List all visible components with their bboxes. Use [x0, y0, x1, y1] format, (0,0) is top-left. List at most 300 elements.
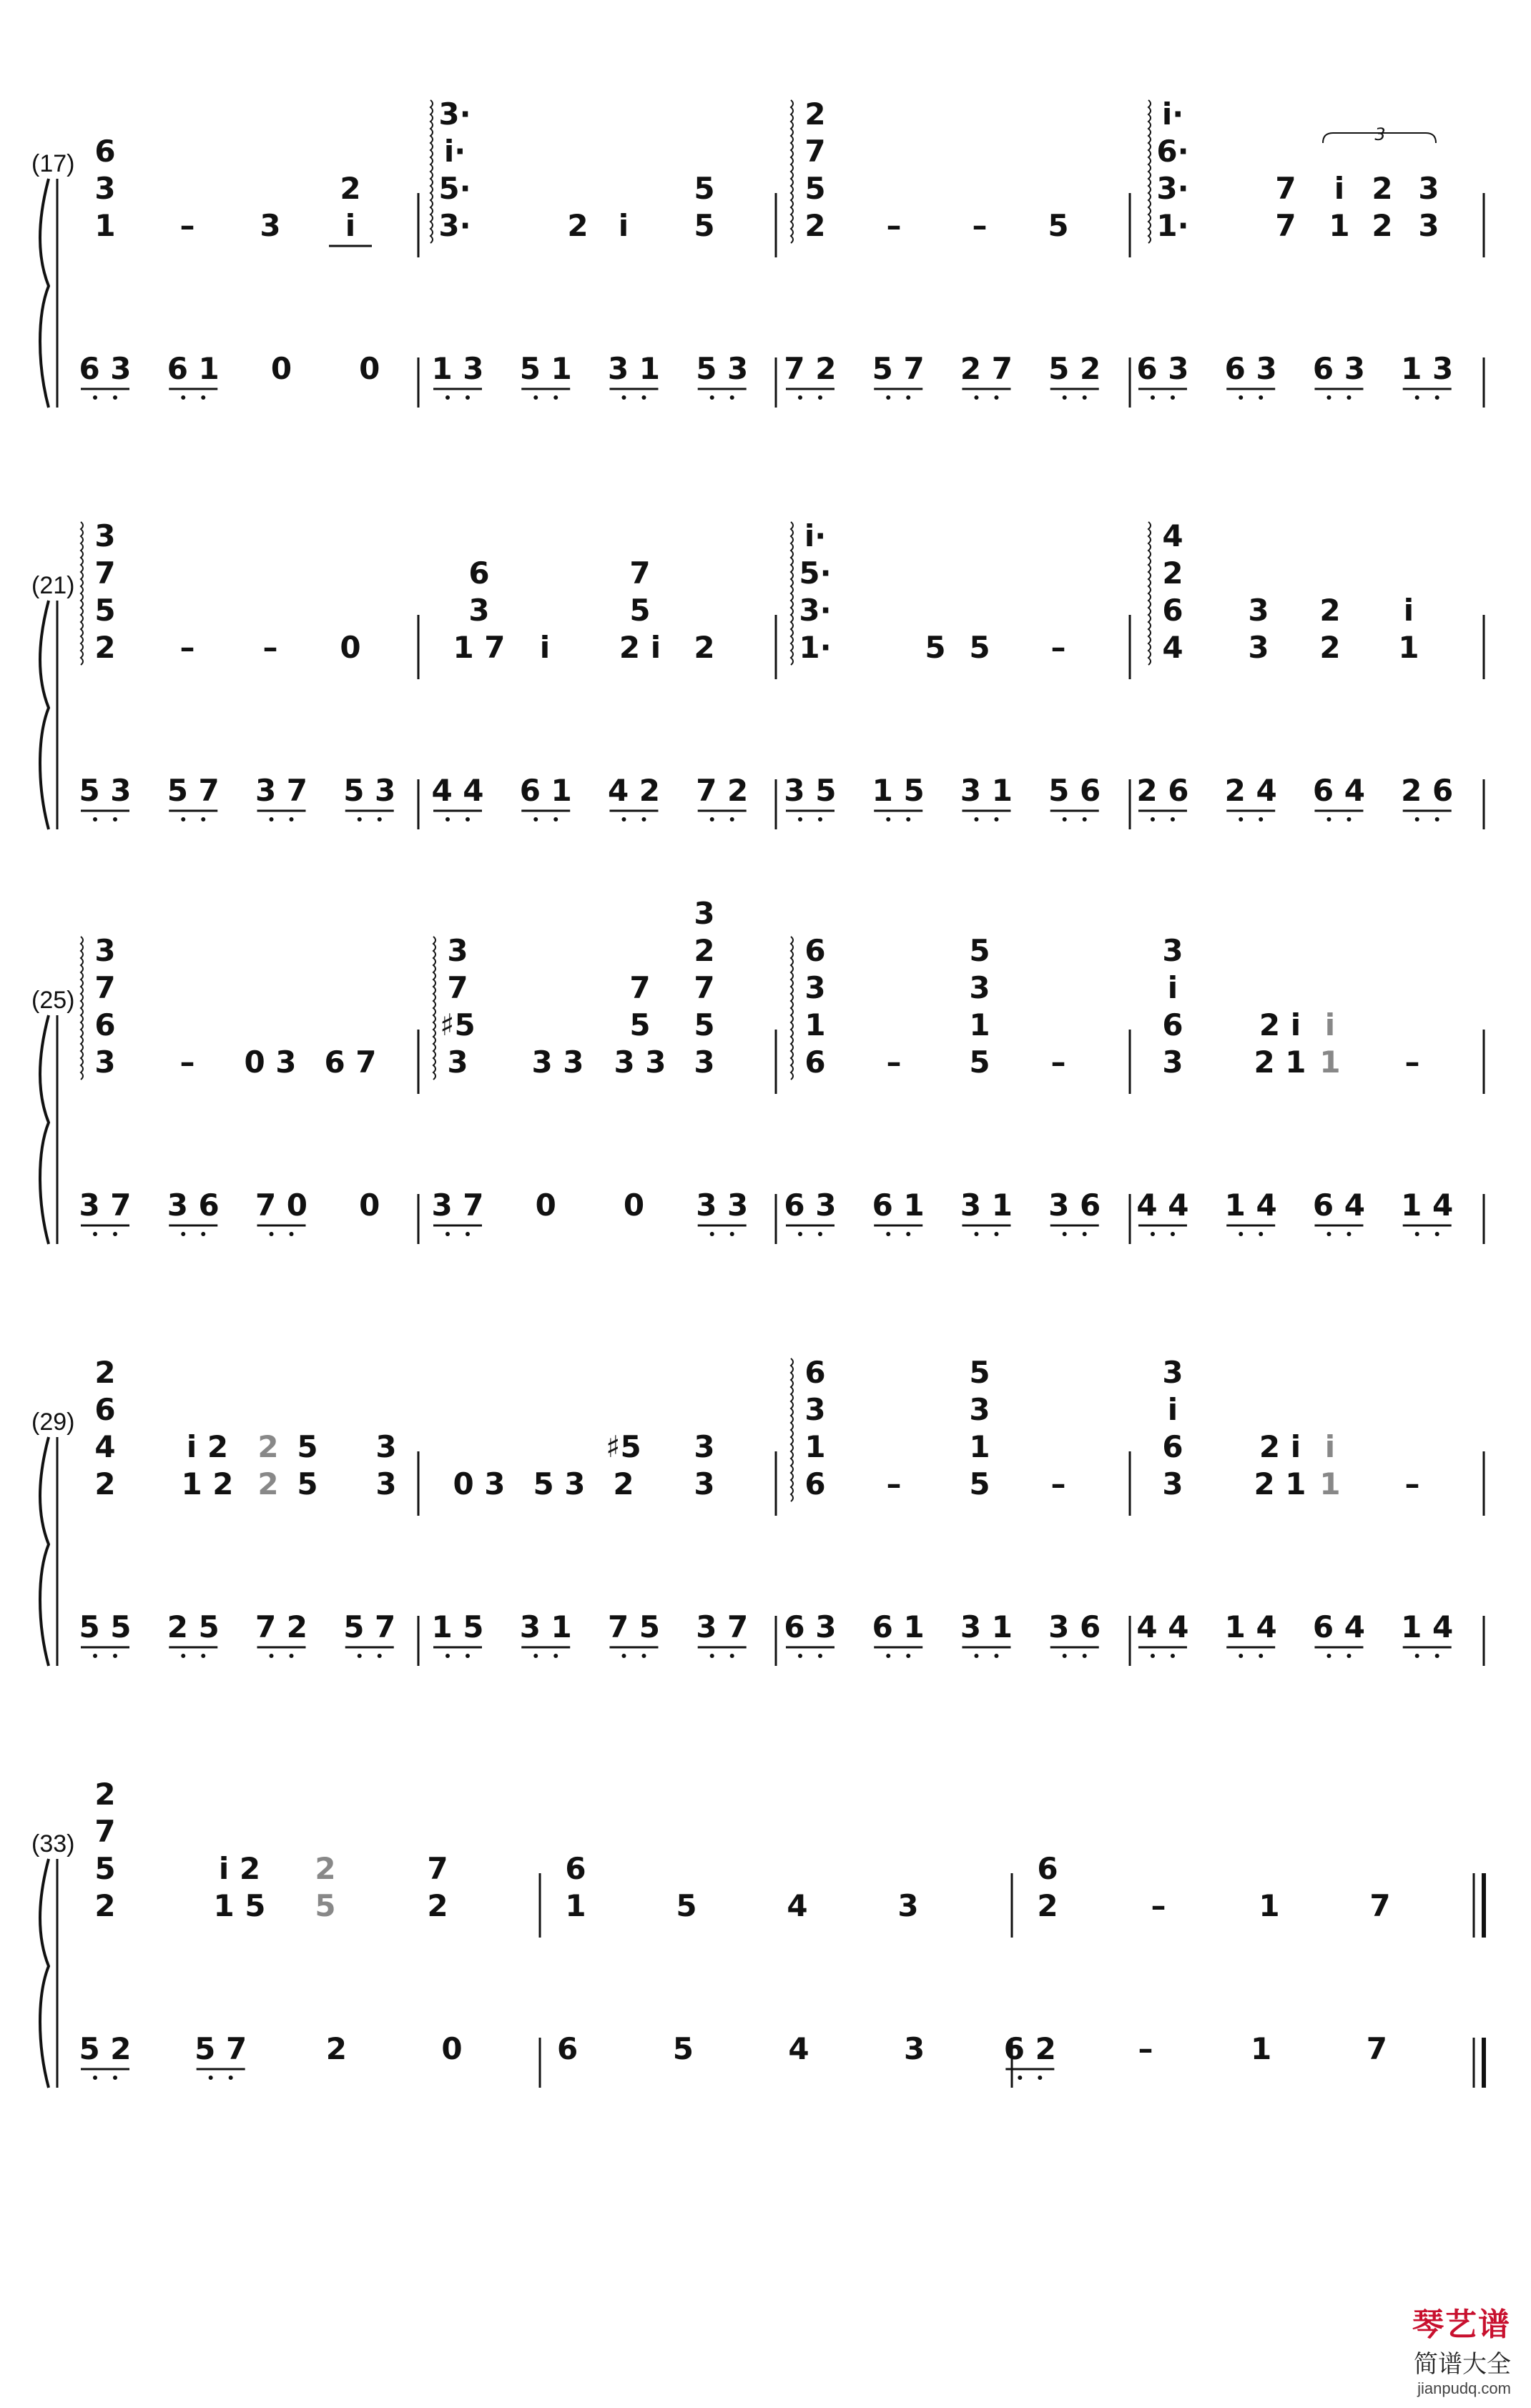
lower-note: 3 1 [519, 1609, 572, 1644]
upper-note: 2 [1037, 1888, 1058, 1923]
upper-note: – [1404, 1045, 1420, 1080]
system-brace [40, 601, 49, 829]
octave-dot [818, 1654, 822, 1658]
upper-note: 6 [1037, 1851, 1058, 1886]
upper-note: 0 [340, 630, 361, 665]
upper-note: 3 [447, 933, 468, 968]
octave-dot [818, 1232, 822, 1236]
octave-dot [1347, 817, 1351, 821]
upper-note: 3 [447, 1045, 468, 1080]
lower-note: 6 4 [1312, 1609, 1365, 1644]
lower-note: 3 1 [960, 1609, 1013, 1644]
octave-dot [730, 395, 734, 400]
octave-dot [1151, 1654, 1155, 1658]
lower-note: 5 7 [343, 1609, 396, 1644]
lower-note: 6 1 [167, 351, 220, 386]
upper-note: 7 [94, 970, 116, 1005]
upper-note: 2 [694, 933, 715, 968]
upper-note: 7 [1275, 208, 1296, 243]
octave-dot [113, 2076, 117, 2080]
lower-note: 5 3 [343, 773, 396, 808]
lower-note: 6 3 [1136, 351, 1189, 386]
upper-note: 3· [1156, 171, 1189, 206]
upper-note: 1 [565, 1888, 586, 1923]
lower-note: 5 5 [79, 1609, 132, 1644]
upper-note: – [179, 1045, 195, 1080]
watermark-title: 琴艺谱 [1412, 2306, 1511, 2343]
lower-note: 1 5 [872, 773, 925, 808]
arpeggio-mark [791, 522, 793, 665]
lower-note: 2 6 [1136, 773, 1189, 808]
octave-dot [1083, 1654, 1087, 1658]
lower-note: 0 [623, 1188, 645, 1223]
octave-dot [378, 817, 382, 821]
arpeggio-mark [430, 100, 433, 243]
lower-note: 7 2 [255, 1609, 308, 1644]
octave-dot [621, 817, 626, 821]
octave-dot [974, 1654, 978, 1658]
upper-note: 2 [567, 208, 589, 243]
upper-note: 3 [94, 518, 116, 553]
octave-dot [201, 817, 205, 821]
upper-note: 7 [427, 1851, 448, 1886]
lower-note: 0 [270, 351, 292, 386]
upper-note: – [179, 630, 195, 665]
upper-note: 3 3 [531, 1045, 584, 1080]
lower-note: 1 4 [1401, 1188, 1454, 1223]
octave-dot [1326, 1232, 1331, 1236]
octave-dot [1083, 817, 1087, 821]
lower-note: 3 7 [696, 1609, 749, 1644]
octave-dot [994, 395, 998, 400]
upper-note: 3 [94, 171, 116, 206]
upper-note: 5 [94, 1851, 116, 1886]
upper-note: i [1403, 593, 1414, 628]
lower-note: 6 4 [1312, 1188, 1365, 1223]
octave-dot [710, 1654, 714, 1658]
upper-note: 6 [565, 1851, 586, 1886]
octave-dot [1435, 817, 1439, 821]
octave-dot [994, 817, 998, 821]
octave-dot [1326, 395, 1331, 400]
octave-dot [533, 817, 538, 821]
octave-dot [798, 1232, 802, 1236]
arpeggio-mark [791, 937, 793, 1080]
upper-note: 4 [787, 1888, 808, 1923]
octave-dot [1151, 1232, 1155, 1236]
upper-note: 6 [804, 1045, 826, 1080]
lower-note: 6 2 [1003, 2031, 1056, 2066]
lower-note: 6 3 [784, 1188, 837, 1223]
octave-dot [1326, 1654, 1331, 1658]
measure-number: (21) [31, 572, 75, 599]
arpeggio-mark [791, 100, 793, 243]
upper-note: 6 [468, 556, 490, 591]
upper-note: 3 [694, 1466, 715, 1501]
lower-note: 3 7 [79, 1188, 132, 1223]
lower-note: 5 7 [872, 351, 925, 386]
lower-note: 0 [441, 2031, 463, 2066]
lower-note: 1 3 [1401, 351, 1454, 386]
upper-note: 1 [969, 1429, 990, 1464]
lower-note: 3 7 [431, 1188, 484, 1223]
octave-dot [358, 817, 362, 821]
upper-note: 3 [375, 1466, 397, 1501]
octave-dot [466, 395, 470, 400]
upper-note: 5 [676, 1888, 697, 1923]
lower-note: 3 6 [1048, 1188, 1101, 1223]
octave-dot [209, 2076, 213, 2080]
lower-note: 1 4 [1401, 1609, 1454, 1644]
watermark-url: jianpudq.com [1417, 2379, 1511, 2397]
octave-dot [730, 1654, 734, 1658]
octave-dot [641, 395, 646, 400]
lower-note: 2 7 [960, 351, 1013, 386]
octave-dot [1415, 817, 1419, 821]
upper-note: ♯5 [606, 1429, 641, 1464]
lower-note: 3 6 [1048, 1609, 1101, 1644]
lower-note: 7 0 [255, 1188, 308, 1223]
octave-dot [553, 817, 558, 821]
upper-note: 6 [804, 1466, 826, 1501]
lower-note: 3 7 [255, 773, 308, 808]
octave-dot [1151, 817, 1155, 821]
octave-dot [93, 2076, 97, 2080]
upper-note: 5 [694, 208, 715, 243]
octave-dot [1083, 395, 1087, 400]
upper-note: – [886, 208, 902, 243]
lower-note: 5 3 [696, 351, 749, 386]
upper-note: i [1324, 1429, 1336, 1464]
lower-note: 1 3 [431, 351, 484, 386]
upper-note: i· [1161, 97, 1184, 132]
lower-note: 6 4 [1312, 773, 1365, 808]
octave-dot [974, 395, 978, 400]
lower-note: 5 [672, 2031, 694, 2066]
lower-note: 5 6 [1048, 773, 1101, 808]
upper-note: 3 [897, 1888, 919, 1923]
lower-note: 4 2 [607, 773, 661, 808]
octave-dot [1415, 395, 1419, 400]
lower-note: 6 3 [1224, 351, 1277, 386]
upper-note: 7 [694, 970, 715, 1005]
lower-note: 3 3 [696, 1188, 749, 1223]
lower-note: 5 7 [195, 2031, 247, 2066]
octave-dot [553, 395, 558, 400]
upper-note: 7 [447, 970, 468, 1005]
octave-dot [533, 395, 538, 400]
octave-dot [906, 1654, 910, 1658]
octave-dot [1171, 1654, 1175, 1658]
octave-dot [113, 395, 117, 400]
upper-note: 3 [804, 1392, 826, 1427]
octave-dot [798, 1654, 802, 1658]
lower-note: 0 [535, 1188, 556, 1223]
octave-dot [93, 1654, 97, 1658]
upper-note: 2 [1319, 593, 1341, 628]
upper-note: – [1404, 1466, 1420, 1501]
octave-dot [201, 1654, 205, 1658]
upper-note: 2 [94, 630, 116, 665]
upper-note: 1 [804, 1007, 826, 1042]
octave-dot [289, 1654, 293, 1658]
upper-note: 1 [1319, 1466, 1341, 1501]
upper-note: 3 [1162, 933, 1183, 968]
upper-note: 0 3 [453, 1466, 506, 1501]
upper-note: 1 [1319, 1045, 1341, 1080]
octave-dot [201, 395, 205, 400]
octave-dot [1171, 1232, 1175, 1236]
octave-dot [553, 1654, 558, 1658]
upper-note: 6 [804, 1355, 826, 1390]
octave-dot [466, 817, 470, 821]
lower-note: 6 1 [519, 773, 572, 808]
octave-dot [1259, 817, 1263, 821]
upper-note: 3 [1248, 593, 1269, 628]
upper-note: 2 [94, 1777, 116, 1812]
lower-note: 6 1 [872, 1188, 925, 1223]
octave-dot [1347, 1654, 1351, 1658]
upper-note: 3 [1418, 171, 1439, 206]
upper-note: i· [804, 518, 827, 553]
octave-dot [1435, 1654, 1439, 1658]
upper-note: i [1167, 970, 1178, 1005]
octave-dot [1347, 1232, 1351, 1236]
upper-note: 2 [804, 208, 826, 243]
upper-note: 2 1 [1254, 1045, 1306, 1080]
upper-note: 2 i [1259, 1429, 1301, 1464]
octave-dot [466, 1654, 470, 1658]
upper-note: 3 [1248, 630, 1269, 665]
upper-note: 3 [94, 1045, 116, 1080]
octave-dot [906, 395, 910, 400]
upper-note: 2 [257, 1429, 279, 1464]
octave-dot [710, 1232, 714, 1236]
upper-note: 6 [804, 933, 826, 968]
octave-dot [974, 817, 978, 821]
upper-note: 5 [925, 630, 946, 665]
octave-dot [533, 1654, 538, 1658]
upper-note: 6 [94, 1392, 116, 1427]
upper-note: 3 [94, 933, 116, 968]
upper-note: 3 [694, 896, 715, 931]
lower-note: 3 5 [784, 773, 837, 808]
upper-note: 3 [1418, 208, 1439, 243]
lower-note: 6 3 [1312, 351, 1365, 386]
octave-dot [1415, 1654, 1419, 1658]
arpeggio-mark [1148, 522, 1151, 665]
upper-note: – [179, 208, 195, 243]
upper-note: 5 [315, 1888, 336, 1923]
octave-dot [906, 1232, 910, 1236]
upper-note: 5 [804, 171, 826, 206]
lower-note: 5 2 [1048, 351, 1101, 386]
lower-note: 5 2 [79, 2031, 132, 2066]
measure-number: (25) [31, 987, 75, 1014]
lower-note: 5 7 [167, 773, 220, 808]
octave-dot [269, 817, 273, 821]
upper-note: 3 [694, 1429, 715, 1464]
arpeggio-mark [791, 1358, 793, 1501]
lower-note: 7 2 [696, 773, 749, 808]
upper-note: 6 [94, 134, 116, 169]
upper-note: 1 [1398, 630, 1419, 665]
octave-dot [1239, 395, 1243, 400]
octave-dot [445, 395, 450, 400]
upper-note: 2 [1372, 208, 1393, 243]
system-brace [40, 1015, 49, 1244]
upper-note: 2 [613, 1466, 634, 1501]
lower-note: 1 5 [431, 1609, 484, 1644]
upper-note: 7 [629, 970, 651, 1005]
lower-note: 6 [557, 2031, 579, 2066]
measure-number: (29) [31, 1408, 75, 1436]
upper-note: 6· [1156, 134, 1189, 169]
octave-dot [994, 1654, 998, 1658]
upper-note: 2 [340, 171, 361, 206]
lower-note: 4 4 [431, 773, 484, 808]
upper-note: 2 [694, 630, 715, 665]
octave-dot [1326, 817, 1331, 821]
octave-dot [710, 817, 714, 821]
upper-note: 6 7 [324, 1045, 377, 1080]
upper-note: 2 [315, 1851, 336, 1886]
upper-note: 3 [1162, 1045, 1183, 1080]
octave-dot [818, 395, 822, 400]
triplet-label: 3 [1374, 124, 1386, 144]
octave-dot [1239, 817, 1243, 821]
lower-note: 6 1 [872, 1609, 925, 1644]
upper-note: 2 1 [1254, 1466, 1306, 1501]
upper-note: – [972, 208, 988, 243]
octave-dot [113, 817, 117, 821]
upper-note: – [886, 1045, 902, 1080]
upper-note: 5 [94, 593, 116, 628]
measure-number: (17) [31, 150, 75, 177]
upper-note: 3 3 [614, 1045, 666, 1080]
octave-dot [798, 395, 802, 400]
octave-dot [181, 1654, 185, 1658]
octave-dot [1151, 395, 1155, 400]
octave-dot [181, 817, 185, 821]
octave-dot [93, 395, 97, 400]
upper-note: 5 [969, 1355, 990, 1390]
upper-note: 7 [94, 1814, 116, 1849]
upper-note: 7 [1369, 1888, 1391, 1923]
octave-dot [358, 1654, 362, 1658]
lower-note: 7 2 [784, 351, 837, 386]
upper-note: 2 [1372, 171, 1393, 206]
upper-note: 3 [1162, 1355, 1183, 1390]
octave-dot [886, 395, 890, 400]
system-brace [40, 179, 49, 408]
octave-dot [113, 1232, 117, 1236]
upper-note: 5 3 [533, 1466, 586, 1501]
upper-note: 2 i [1259, 1007, 1301, 1042]
arpeggio-mark [433, 937, 435, 1080]
octave-dot [269, 1232, 273, 1236]
upper-note: 5 [969, 630, 990, 665]
upper-note: ♯5 [440, 1007, 476, 1042]
upper-note: – [1151, 1888, 1166, 1923]
octave-dot [1435, 1232, 1439, 1236]
arpeggio-mark [81, 522, 83, 665]
upper-note: 7 [94, 556, 116, 591]
measure-number: (33) [31, 1830, 75, 1857]
octave-dot [641, 1654, 646, 1658]
octave-dot [445, 1232, 450, 1236]
upper-note: 1 [94, 208, 116, 243]
octave-dot [1063, 1654, 1067, 1658]
octave-dot [974, 1232, 978, 1236]
octave-dot [1171, 395, 1175, 400]
lower-note: 2 6 [1401, 773, 1454, 808]
lower-note: 1 4 [1224, 1609, 1277, 1644]
upper-note: – [1050, 630, 1066, 665]
upper-note: 1 [969, 1007, 990, 1042]
upper-note: 7 [629, 556, 651, 591]
octave-dot [181, 395, 185, 400]
octave-dot [1239, 1232, 1243, 1236]
arpeggio-mark [81, 937, 83, 1080]
lower-note: – [1138, 2031, 1153, 2066]
upper-note: 4 [94, 1429, 116, 1464]
octave-dot [113, 1654, 117, 1658]
lower-note: 7 [1366, 2031, 1387, 2066]
upper-note: i [345, 208, 356, 243]
arpeggio-mark [1148, 100, 1151, 243]
octave-dot [1259, 395, 1263, 400]
lower-note: 4 [788, 2031, 809, 2066]
upper-note: 3 [468, 593, 490, 628]
upper-note: 3· [438, 97, 471, 132]
upper-note: – [262, 630, 278, 665]
upper-note: i [1167, 1392, 1178, 1427]
upper-note: 5 [969, 1466, 990, 1501]
octave-dot [1038, 2076, 1042, 2080]
octave-dot [289, 817, 293, 821]
lower-note: 3 6 [167, 1188, 220, 1223]
upper-note: 3 [804, 970, 826, 1005]
upper-note: 6 [94, 1007, 116, 1042]
upper-note: i [618, 208, 629, 243]
upper-note: i 2 [218, 1851, 261, 1886]
upper-note: 1 2 [181, 1466, 234, 1501]
lower-note: 5 3 [79, 773, 132, 808]
octave-dot [641, 817, 646, 821]
lower-note: 0 [359, 1188, 380, 1223]
upper-note: 3· [799, 593, 832, 628]
octave-dot [1171, 817, 1175, 821]
upper-note: 6 [1162, 593, 1183, 628]
upper-note: 2 [94, 1466, 116, 1501]
octave-dot [445, 817, 450, 821]
upper-note: 2 [94, 1355, 116, 1390]
octave-dot [1083, 1232, 1087, 1236]
upper-note: 2 [427, 1888, 448, 1923]
lower-note: 2 4 [1224, 773, 1277, 808]
upper-note: 5 [1048, 208, 1069, 243]
upper-note: 1· [799, 630, 832, 665]
upper-note: 1 [804, 1429, 826, 1464]
upper-note: 2 [1319, 630, 1341, 665]
upper-note: i [539, 630, 551, 665]
lower-note: 3 1 [607, 351, 661, 386]
watermark-brand: 简谱大全 [1414, 2350, 1511, 2379]
octave-dot [1415, 1232, 1419, 1236]
upper-note: 2 [1162, 556, 1183, 591]
upper-note: – [1050, 1466, 1066, 1501]
